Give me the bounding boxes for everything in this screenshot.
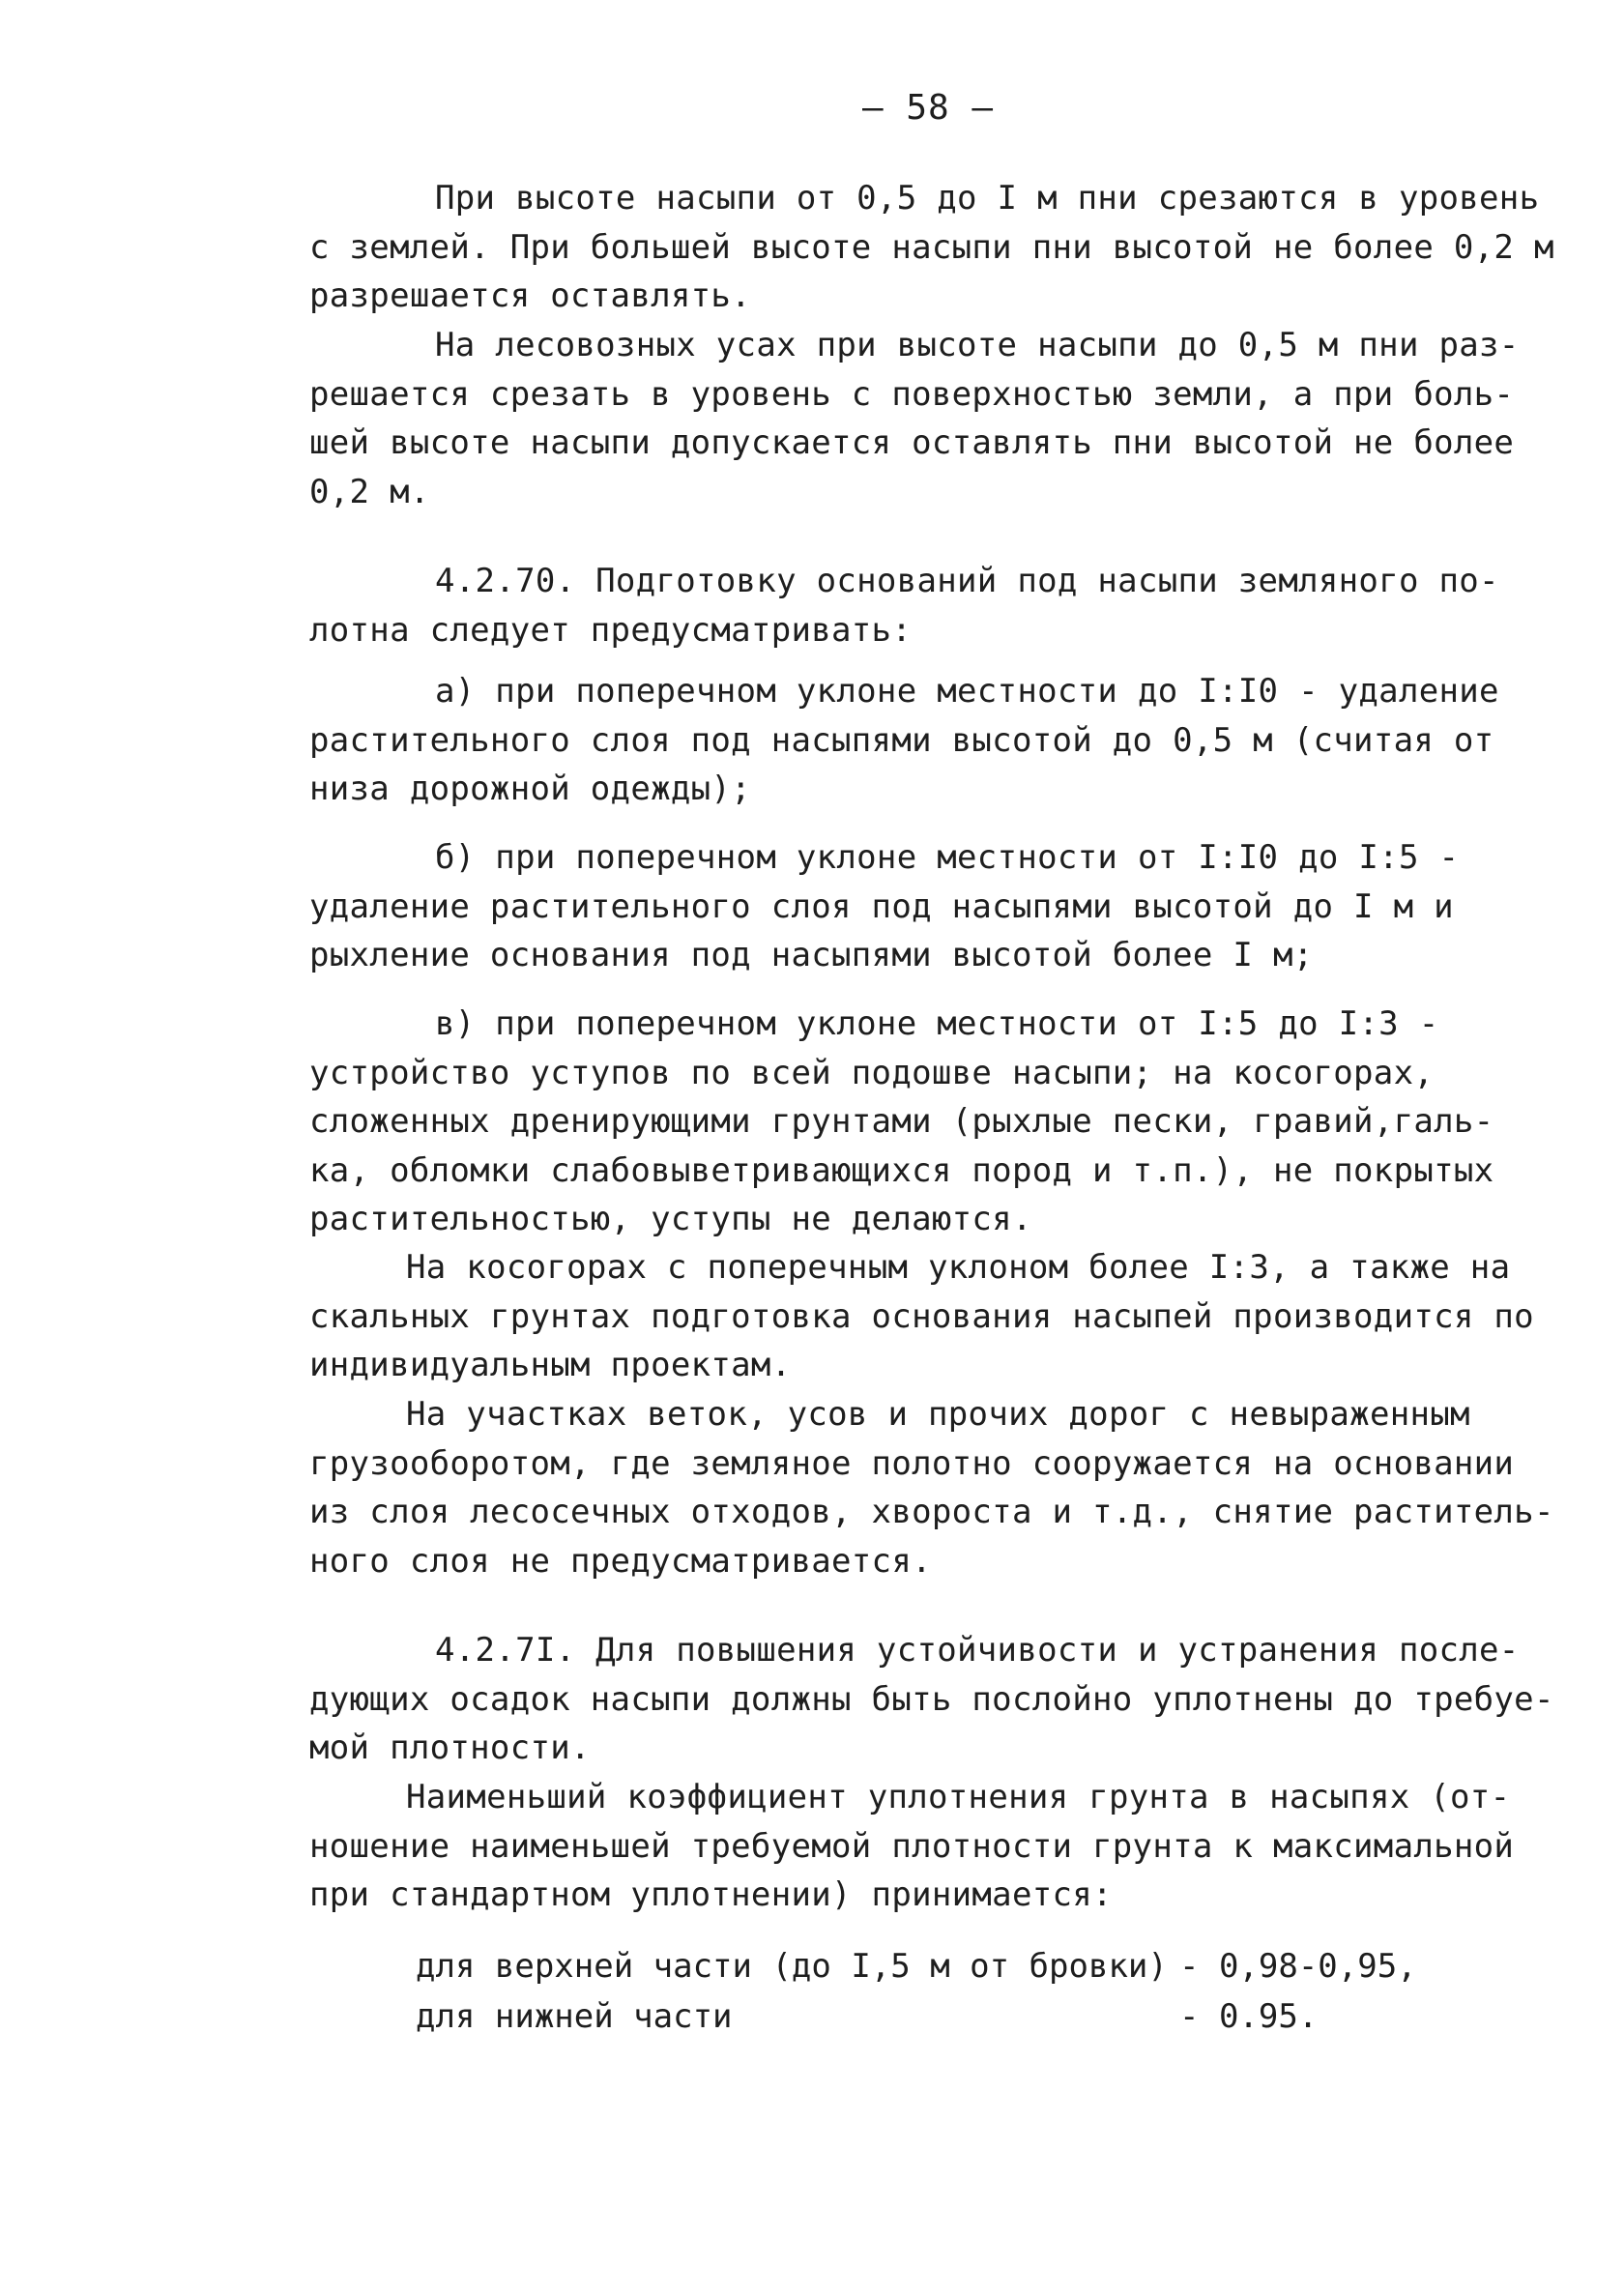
text-line: рыхление основания под насыпями высотой более I м; bbox=[309, 936, 1314, 974]
text-line: разрешается оставлять. bbox=[309, 276, 751, 315]
text-line: растительного слоя под насыпями высотой до 0,5 м (считая от bbox=[309, 720, 1494, 760]
coefficient-label: для верхней части (до I,5 м от бровки) bbox=[416, 1947, 1168, 1986]
text-line: дующих осадок насыпи должны быть послойно уплотнены до требуе- bbox=[309, 1679, 1554, 1719]
text-line: б) при поперечном уклоне местности от I:I0 до I:5 - bbox=[435, 838, 1460, 877]
text-line: устройство уступов по всей подошве насыпи; на косогорах, bbox=[309, 1053, 1435, 1092]
text-line: скальных грунтах подготовка основания насыпей производится по bbox=[309, 1296, 1534, 1336]
text-line: ка, обломки слабовыветривающихся пород и т.п.), не покрытых bbox=[309, 1150, 1494, 1190]
text-line: а) при поперечном уклоне местности до I:I0 - удаление bbox=[435, 672, 1499, 711]
paragraph-2 bbox=[309, 321, 1605, 516]
page-number: — 58 — bbox=[861, 88, 995, 128]
text-line: 4.2.70. Подготовку оснований под насыпи земляного по- bbox=[435, 562, 1499, 600]
text-line: ного слоя не предусматривается. bbox=[309, 1541, 932, 1581]
text-line: При высоте насыпи от 0,5 до I м пни срезаются в уровень bbox=[435, 179, 1540, 218]
text-line: при стандартном уплотнении) принимается: bbox=[309, 1875, 1113, 1914]
text-line: На лесовозных усах при высоте насыпи до 0,5 м пни раз- bbox=[435, 326, 1520, 364]
text-line: Наименьший коэффициент уплотнения грунта в насыпях (от- bbox=[406, 1778, 1511, 1816]
section-4-2-71 bbox=[309, 1626, 1605, 1773]
list-item-a bbox=[309, 667, 1605, 814]
paragraph-1 bbox=[309, 174, 1605, 321]
text-line: удаление растительного слоя под насыпями высотой до I м и bbox=[309, 886, 1454, 926]
paragraph-branches bbox=[309, 1390, 1605, 1585]
text-line: мой плотности. bbox=[309, 1729, 591, 1767]
paragraph-coefficient bbox=[309, 1773, 1605, 1920]
text-line: На косогорах с поперечным уклоном более I:3, а также на bbox=[406, 1248, 1511, 1287]
coefficient-label: для нижней части bbox=[416, 1997, 733, 2036]
text-line: растительностью, уступы не делаются. bbox=[309, 1200, 1032, 1238]
coefficient-row-lower bbox=[416, 1991, 1576, 2042]
coefficient-list bbox=[416, 1941, 1576, 2042]
paragraph-slopes bbox=[309, 1243, 1605, 1390]
list-item-v bbox=[309, 1000, 1605, 1244]
text-line: в) при поперечном уклоне местности от I:5 до I:3 - bbox=[435, 1004, 1439, 1043]
section-4-2-70 bbox=[309, 557, 1605, 654]
text-line: из слоя лесосечных отходов, хвороста и т.д., снятие раститель- bbox=[309, 1493, 1554, 1531]
text-line: индивидуальным проектам. bbox=[309, 1346, 792, 1384]
list-item-b bbox=[309, 833, 1605, 980]
text-line: шей высоте насыпи допускается оставлять пни высотой не более bbox=[309, 423, 1515, 462]
text-line: низа дорожной одежды); bbox=[309, 770, 751, 808]
text-line: с землей. При большей высоте насыпи пни высотой не более 0,2 м bbox=[309, 227, 1554, 267]
text-line: На участках веток, усов и прочих дорог с невыраженным bbox=[406, 1395, 1470, 1434]
text-line: 0,2 м. bbox=[309, 472, 430, 511]
text-line: решается срезать в уровень с поверхностью земли, а при боль- bbox=[309, 374, 1515, 414]
text-line: ношение наименьшей требуемой плотности грунта к максимальной bbox=[309, 1826, 1515, 1866]
text-line: 4.2.7I. Для повышения устойчивости и устранения после- bbox=[435, 1631, 1520, 1670]
coefficient-value: - 0.95. bbox=[1179, 1997, 1319, 2036]
text-line: грузооборотом, где земляное полотно сооружается на основании bbox=[309, 1443, 1515, 1483]
coefficient-row-upper bbox=[416, 1941, 1576, 1991]
coefficient-value: - 0,98-0,95, bbox=[1179, 1947, 1417, 1986]
text-line: сложенных дренирующими грунтами (рыхлые пески, гравий,галь- bbox=[309, 1102, 1494, 1141]
text-line: лотна следует предусматривать: bbox=[309, 610, 913, 650]
